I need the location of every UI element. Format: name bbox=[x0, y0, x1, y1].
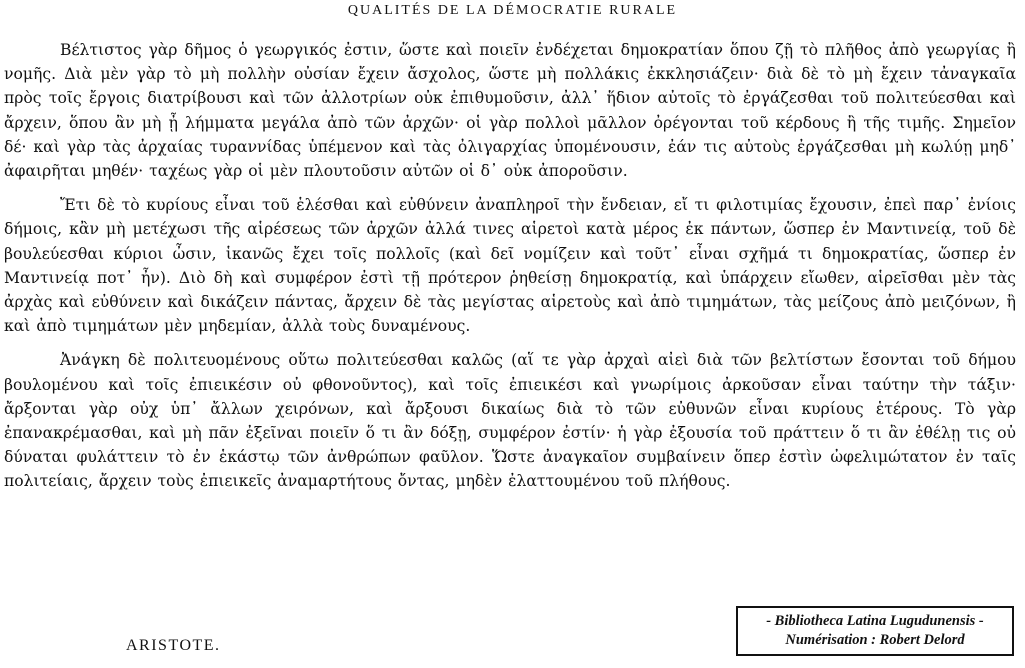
text-body bbox=[4, 38, 1016, 494]
digitization-stamp bbox=[736, 606, 1014, 656]
stamp-line-2: Numérisation : Robert Delord bbox=[785, 632, 965, 648]
paragraph-1: Βέλτιστος γὰρ δῆμος ὁ γεωργικός ἐστιν, ὥστε καὶ ποιεῖν ἐνδέχεται δημοκρατίαν ὅπου ζῇ τὸ πλῆθος ἀπὸ γεωργίας ἢ νομῆς. Διὰ μὲν γὰρ τὸ μὴ πολλὴν οὐσίαν ἔχειν ἄσχολος, ὥστε μὴ πολλάκις ἐκκλησιάζειν· διὰ δὲ τὸ μὴ ἔχειν τἀναγκαῖα πρὸς τοῖς ἔργοις διατρίβουσι καὶ τῶν ἀλλοτρίων οὐκ ἐπιθυμοῦσιν, ἀλλ᾽ ἥδιον αὐτοῖς τὸ ἐργάζεσθαι τοῦ πολιτεύεσθαι καὶ ἄρχειν, ὅπου ἂν μὴ ᾖ λήμματα μεγάλα ἀπὸ τῶν ἀρχῶν· οἱ γὰρ πολλοὶ μᾶλλον ὀρέγονται τοῦ κέρδους ἢ τῆς τιμῆς. Σημεῖον δέ· καὶ γὰρ τὰς ἀρχαίας τυραννίδας ὑπέμενον καὶ τὰς ὀλιγαρχίας ὑπομένουσιν, ἐάν τις αὐτοὺς ἐργάζεσθαι μὴ κωλύῃ μηδ᾽ ἀφαιρῆται μηθέν· ταχέως γὰρ οἱ μὲν πλουτοῦσιν αὐτῶν οἱ δ᾽ οὐκ ἀποροῦσιν. bbox=[4, 41, 1016, 181]
author-signature: ARISTOTE. bbox=[126, 637, 221, 654]
page-title: QUALITÉS DE LA DÉMOCRATIE RURALE bbox=[347, 3, 678, 18]
paragraph-2: Ἔτι δὲ τὸ κυρίους εἶναι τοῦ ἑλέσθαι καὶ εὐθύνειν ἀναπληροῖ τὴν ἔνδειαν, εἴ τι φιλοτιμίας ἔχουσιν, ἐπεὶ παρ᾽ ἐνίοις δήμοις, κἂν μὴ μετέχωσι τῆς αἱρέσεως τῶν ἀρχῶν ἀλλά τινες αἱρετοὶ κατὰ μέρος ἐκ πάντων, ὥσπερ ἐν Μαντινείᾳ, τοῦ δὲ βουλεύεσθαι κύριοι ὦσιν, ἱκανῶς ἔχει τοῖς πολλοῖς (καὶ δεῖ νομίζειν καὶ τοῦτ᾽ εἶναι σχῆμά τι δημοκρατίας, ὥσπερ ἐν Μαντινείᾳ ποτ᾽ ἦν). Διὸ δὴ καὶ συμφέρον ἐστὶ τῇ πρότερον ῥηθείσῃ δημοκρατίᾳ, καὶ ὑπάρχειν εἴωθεν, αἱρεῖσθαι μὲν τὰς ἀρχὰς καὶ εὐθύνειν καὶ δικάζειν πάντας, ἄρχειν δὲ τὰς μεγίστας αἱρετοὺς καὶ ἀπὸ τιμημάτων, τὰς μείζους ἀπὸ μειζόνων, ἢ καὶ ἀπὸ τιμημάτων μὲν μηδεμίαν, ἀλλὰ τοὺς δυναμένους. bbox=[4, 196, 1016, 336]
paragraph-3: Ἀνάγκη δὲ πολιτευομένους οὕτω πολιτεύεσθαι καλῶς (αἵ τε γὰρ ἀρχαὶ αἰεὶ διὰ τῶν βελτίστων ἔσονται τοῦ δήμου βουλομένου καὶ τοῖς ἐπιεικέσιν οὐ φθονοῦντος), καὶ τοῖς ἐπιεικέσι καὶ γνωρίμοις ἀρκοῦσαν εἶναι ταύτην τὴν τάξιν· ἄρξονται γὰρ οὐχ ὑπ᾽ ἄλλων χειρόνων, καὶ ἄρξουσι δικαίως διὰ τὸ τῶν εὐθυνῶν εἶναι κυρίους ἑτέρους. Τὸ γὰρ ἐπανακρέμασθαι, καὶ μὴ πᾶν ἐξεῖναι ποιεῖν ὅ τι ἂν δόξῃ, συμφέρον ἐστίν· ἡ γὰρ ἐξουσία τοῦ πράττειν ὅ τι ἂν ἐθέλῃ τις οὐ δύναται φυλάττειν τὸ ἐν ἑκάστῳ τῶν ἀνθρώπων φαῦλον. Ὥστε ἀναγκαῖον συμβαίνειν ὅπερ ἐστὶν ὠφελιμώτατον ἐν ταῖς πολιτείαις, ἄρχειν τοὺς ἐπιεικεῖς ἀναμαρτήτους ὄντας, μηδὲν ἐλαττουμένου τοῦ πλήθους. bbox=[4, 351, 1016, 491]
stamp-line-1: - Bibliotheca Latina Lugudunensis - bbox=[766, 613, 984, 629]
